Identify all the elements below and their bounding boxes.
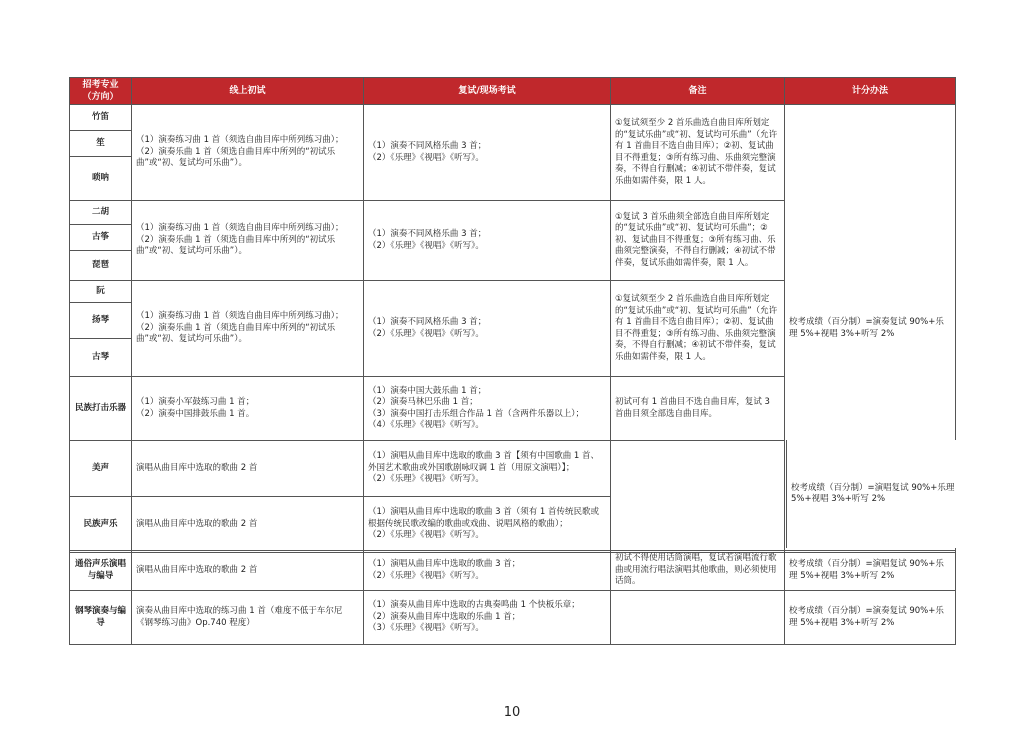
major-name: 琵琶 [70, 251, 132, 281]
retest-cell: （1）演奏不同风格乐曲 3 首； （2）《乐理》《视唱》《听写》。 [364, 281, 611, 377]
online-test-cell: （1）演奏练习曲 1 首（须选自曲目库中所列练习曲）； （2）演奏乐曲 1 首（须选自曲目库中所列的“初试乐曲”或“初、复试均可乐曲”）。 [132, 201, 364, 281]
major-name: 唢呐 [70, 157, 132, 201]
retest-cell: （1）演奏中国大鼓乐曲 1 首； （2）演奏马林巴乐曲 1 首； （3）演奏中国打击乐组合作品 1 首（含两件乐器以上）； （4）《乐理》《视唱》《听写》。 [364, 377, 611, 441]
online-test-cell: 演唱从曲目库中选取的歌曲 2 首 [132, 441, 364, 497]
score-cell-instrument: 校考成绩（百分制）=演奏复试 90%+乐理 5%+视唱 3%+听写 2% [785, 105, 956, 553]
major-name: 竹笛 [70, 105, 132, 131]
note-cell: 初试不得使用话筒演唱，复试若演唱流行歌曲或用流行唱法演唱其他歌曲，则必须使用话筒。 [611, 551, 785, 591]
retest-cell: （1）演唱从曲目库中选取的歌曲 3 首（须有 1 首传统民歌或根据传统民歌改编的歌曲或戏曲、说唱风格的歌曲）； （2）《乐理》《视唱》《听写》。 [364, 497, 611, 553]
score-cell-vocal: 校考成绩（百分制）=演唱复试 90%+乐理 5%+视唱 3%+听写 2% [786, 440, 956, 548]
online-test-cell: （1）演奏练习曲 1 首（须选自曲目库中所列练习曲）； （2）演奏乐曲 1 首（须选自曲目库中所列的“初试乐曲”或“初、复试均可乐曲”）。 [132, 105, 364, 201]
major-name: 民族声乐 [70, 497, 132, 553]
online-test-cell: 演奏从曲目库中选取的练习曲 1 首（难度不低于车尔尼《钢琴练习曲》Op.740 程度） [132, 591, 364, 645]
online-test-cell: （1）演奏练习曲 1 首（须选自曲目库中所列练习曲）； （2）演奏乐曲 1 首（须选自曲目库中所列的“初试乐曲”或“初、复试均可乐曲”）。 [132, 281, 364, 377]
note-cell: ①复试 3 首乐曲须全部选自曲目库所划定的“复试乐曲”或“初、复试均可乐曲”；②初、复试曲目不得重复；③所有练习曲、乐曲须完整演奏，不得自行删减；④初试不带伴奏，复试乐曲如需伴奏，限 1 人。 [611, 201, 785, 281]
major-name: 通俗声乐演唱与编导 [70, 551, 132, 591]
online-test-cell: 演唱从曲目库中选取的歌曲 2 首 [132, 551, 364, 591]
score-cell: 校考成绩（百分制）=演奏复试 90%+乐理 5%+视唱 3%+听写 2% [785, 591, 956, 645]
header-retest: 复试/现场考试 [364, 78, 611, 105]
table-row [70, 591, 956, 645]
major-name: 二胡 [70, 201, 132, 225]
header-notes: 备注 [611, 78, 785, 105]
table-row [70, 105, 956, 131]
header-major: 招考专业 （方向） [70, 78, 132, 105]
header-online-test: 线上初试 [132, 78, 364, 105]
note-cell: ①复试须至少 2 首乐曲选自曲目库所划定的“复试乐曲”或“初、复试均可乐曲”（允许有 1 首曲目不选自曲目库）；②初、复试曲目不得重复；③所有练习曲、乐曲须完整演奏，不得自行删减；④初试不带伴奏，复试乐曲如需伴奏，限 1 人。 [611, 105, 785, 201]
retest-cell: （1）演奏不同风格乐曲 3 首； （2）《乐理》《视唱》《听写》。 [364, 201, 611, 281]
page-number: 10 [503, 705, 521, 720]
major-name: 阮 [70, 281, 132, 303]
header-scoring: 计分办法 [785, 78, 956, 105]
online-test-cell: （1）演奏小军鼓练习曲 1 首； （2）演奏中国排鼓乐曲 1 首。 [132, 377, 364, 441]
major-name: 钢琴演奏与编导 [70, 591, 132, 645]
header-row [70, 78, 956, 105]
retest-cell: （1）演奏不同风格乐曲 3 首； （2）《乐理》《视唱》《听写》。 [364, 105, 611, 201]
major-name: 扬琴 [70, 303, 132, 339]
major-name: 美声 [70, 441, 132, 497]
major-name: 古琴 [70, 339, 132, 377]
online-test-cell: 演唱从曲目库中选取的歌曲 2 首 [132, 497, 364, 553]
major-name: 民族打击乐器 [70, 377, 132, 441]
exam-requirements-table-lower [69, 550, 956, 645]
table-row [70, 551, 956, 591]
retest-cell: （1）演奏从曲目库中选取的古典奏鸣曲 1 个快板乐章； （2）演奏从曲目库中选取的乐曲 1 首； （3）《乐理》《视唱》《听写》。 [364, 591, 611, 645]
note-cell: ①复试须至少 2 首乐曲选自曲目库所划定的“复试乐曲”或“初、复试均可乐曲”（允许有 1 首曲目不选自曲目库）；②初、复试曲目不得重复；③所有练习曲、乐曲须完整演奏，不得自行删减；④初试不带伴奏，复试乐曲如需伴奏，限 1 人。 [611, 281, 785, 377]
note-cell: 初试可有 1 首曲目不选自曲目库，复试 3 首曲目须全部选自曲目库。 [611, 377, 785, 441]
note-cell [611, 591, 785, 645]
retest-cell: （1）演唱从曲目库中选取的歌曲 3 首； （2）《乐理》《视唱》《听写》。 [364, 551, 611, 591]
major-name: 古筝 [70, 225, 132, 251]
retest-cell: （1）演唱从曲目库中选取的歌曲 3 首【须有中国歌曲 1 首、外国艺术歌曲或外国歌剧咏叹调 1 首（用原文演唱）】； （2）《乐理》《视唱》《听写》。 [364, 441, 611, 497]
major-name: 笙 [70, 131, 132, 157]
note-cell-empty [611, 441, 785, 553]
score-cell: 校考成绩（百分制）=演唱复试 90%+乐理 5%+视唱 3%+听写 2% [785, 551, 956, 591]
